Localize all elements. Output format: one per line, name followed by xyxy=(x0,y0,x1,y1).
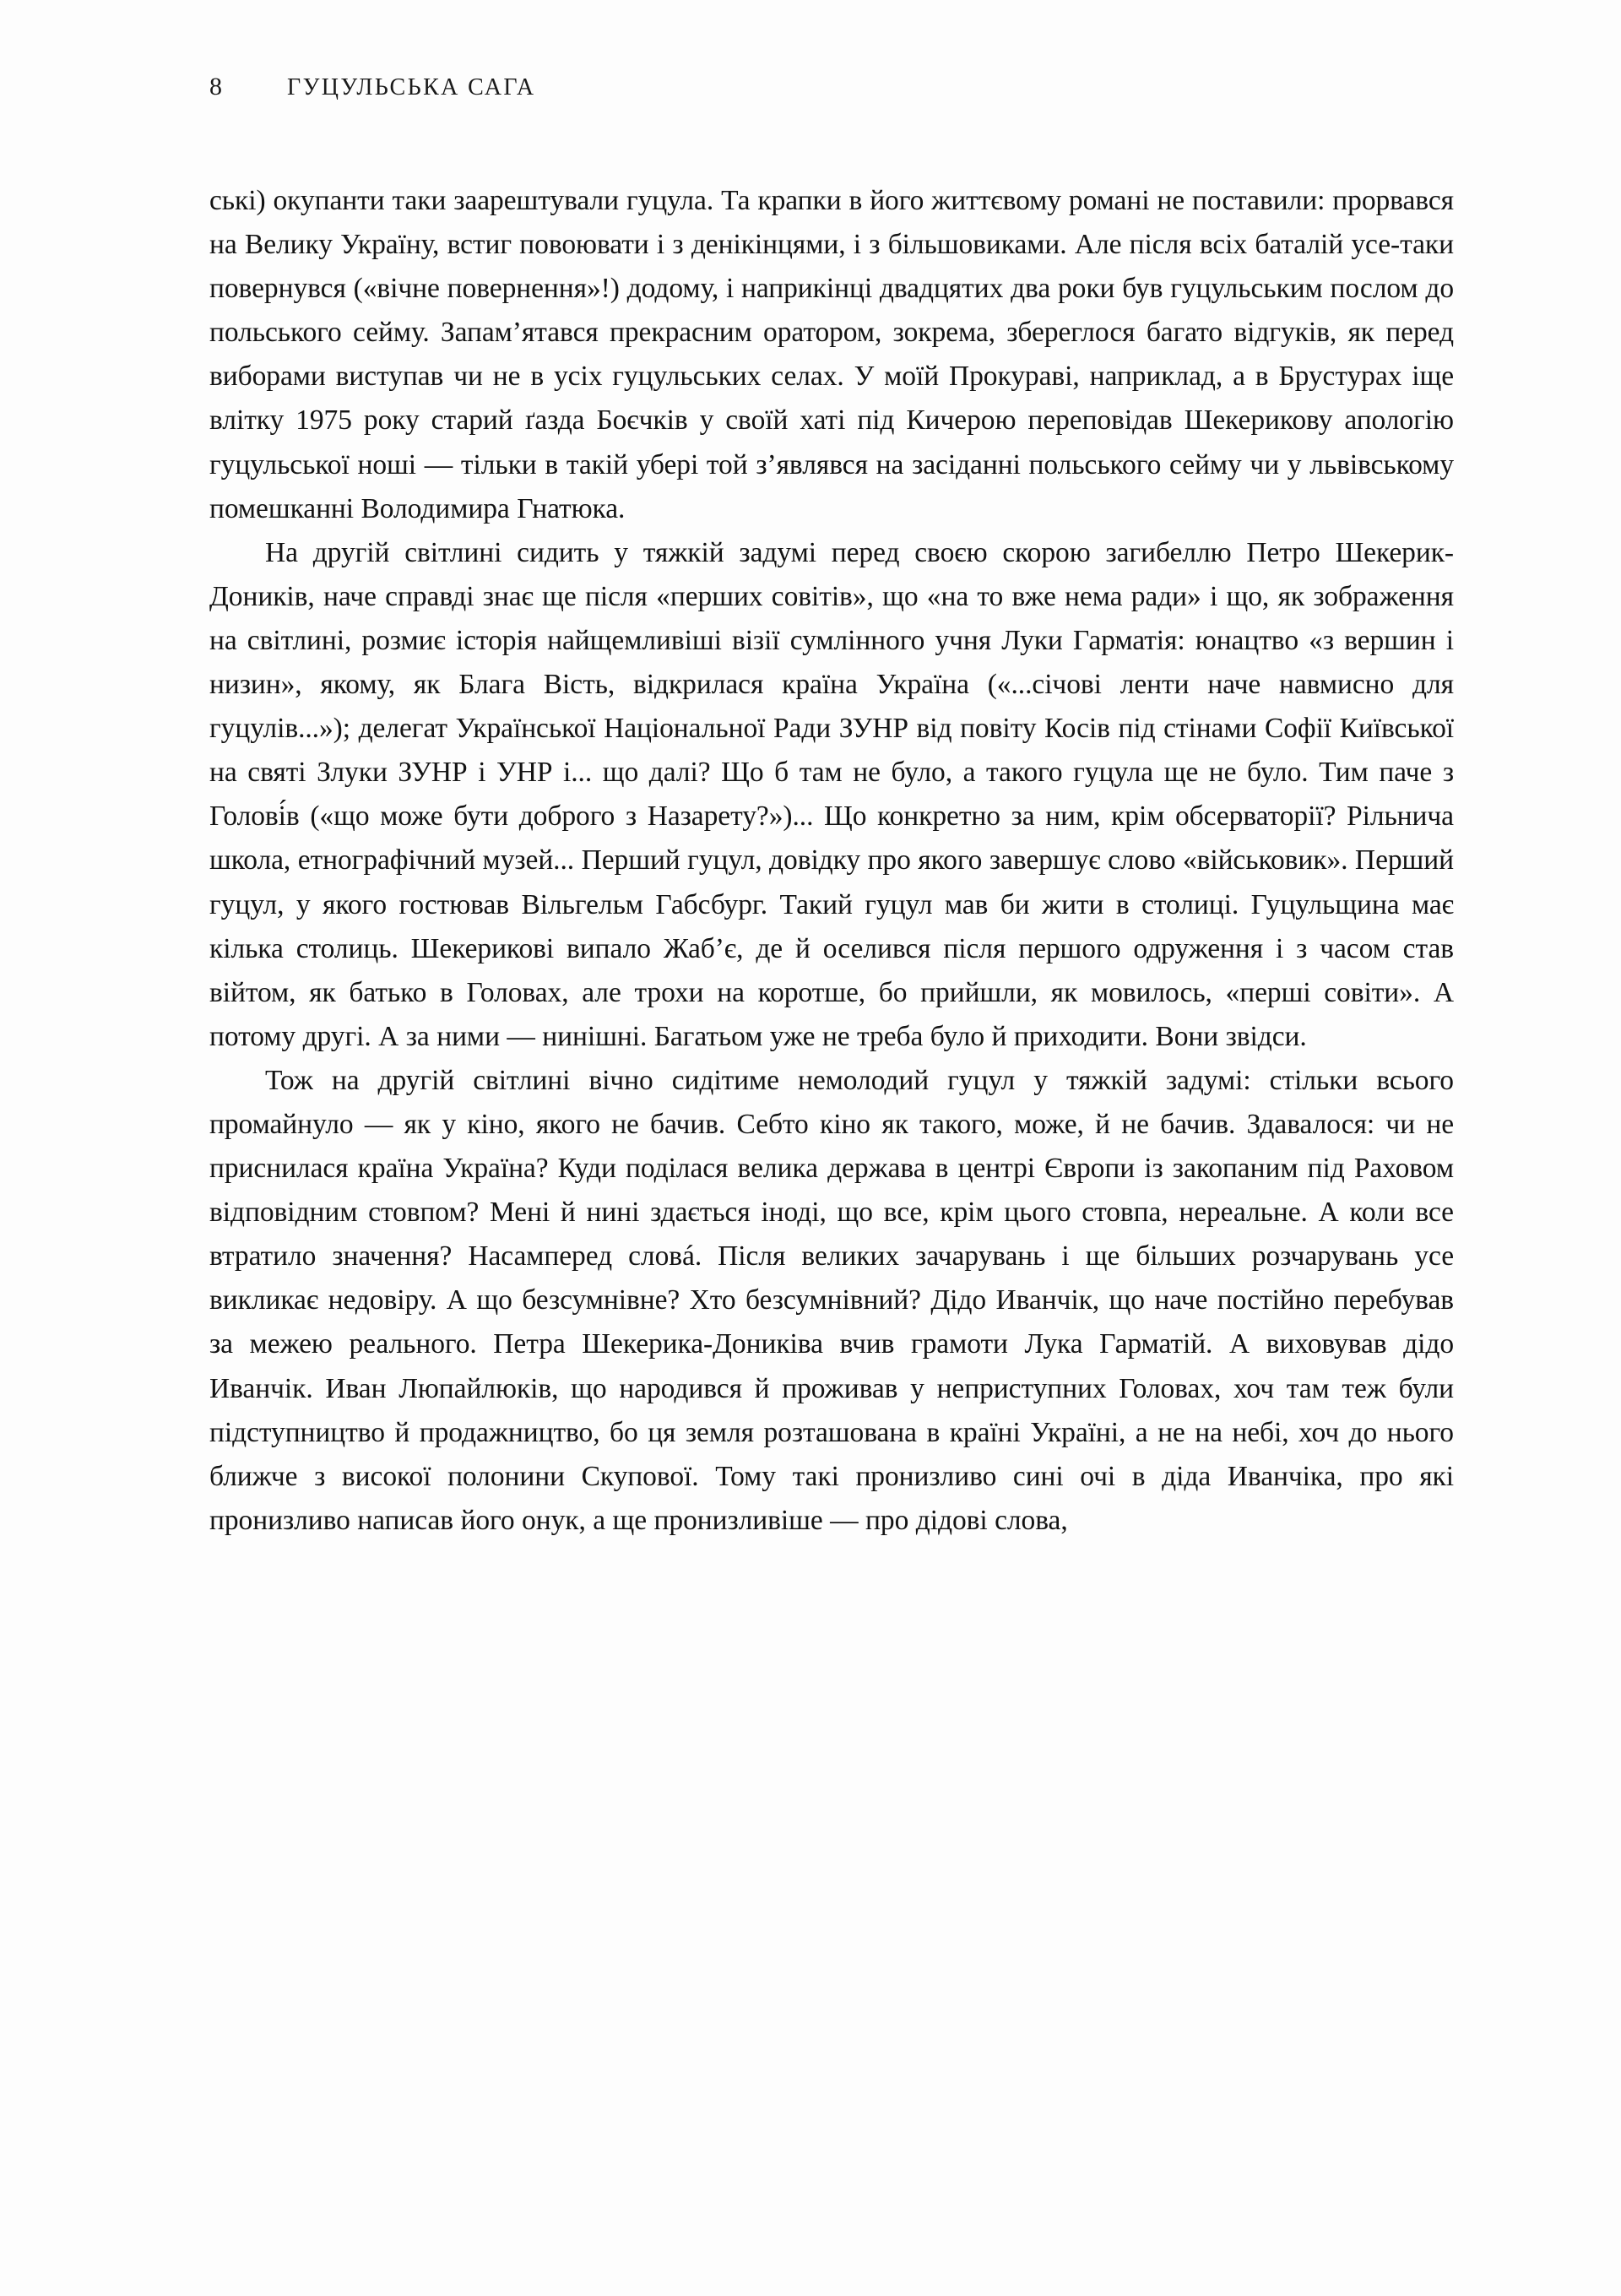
paragraph-continued: ські) окупанти таки заарештували гуцула. Та крапки в його життєвому романі не поставили: прорвався на Велику Україну, встиг повоювати і з денікінцями, і з більшовиками. Але після всіх баталій усе-таки повернувся («вічне повернення»!) додому, і наприкінці двадцятих два роки був гуцульським послом до польського сейму. Запам’ятався прекрасним оратором, зокрема, збереглося багато відгуків, як перед виборами виступав чи не в усіх гуцульських селах. У моїй Прокураві, наприклад, а в Брустурах іще влітку 1975 року старий ґазда Боєчків у своїй хаті під Кичерою переповідав Шекерикову апологію гуцульської ноші — тільки в такій убері той з’являвся на засіданні польського сейму чи у львівському помешканні Володимира Гнатюка. xyxy=(209,185,1454,524)
running-head xyxy=(209,74,1450,108)
page-number: 8 xyxy=(209,73,223,100)
running-head-title: ГУЦУЛЬСЬКА САГА xyxy=(287,74,536,100)
body-text-block xyxy=(209,179,1454,1543)
paragraph: На другій світлині сидить у тяжкій задумі перед своєю скорою загибеллю Петро Шекерик-Доників, наче справді знає ще після «перших совітів», що «на то вже нема ради» і що, як зображення на світлині, розмиє історія найщемливіші візії сумлінного учня Луки Гарматія: юнацтво «з вершин і низин», якому, як Блага Вість, відкрилася країна Україна («...січові ленти наче навмисно для гуцулів...»); делегат Української Національної Ради ЗУНР від повіту Косів під стінами Софії Київської на святі Злуки ЗУНР і УНР і... що далі? Що б там не було, а такого гуцула ще не було. Тим паче з Голові́в («що може бути доброго з Назарету?»)... Що конкретно за ним, крім обсерваторії? Рільнича школа, етнографічний музей... Перший гуцул, довідку про якого завершує слово «військовик». Перший гуцул, у якого гостював Вільгельм Габсбург. Такий гуцул мав би жити в столиці. Гуцульщина має кілька столиць. Шекерикові випало Жаб’є, де й оселився після першого одруження і з часом став війтом, як батько в Головах, але трохи на коротше, бо прийшли, як мовилось, «перші совіти». А потому другі. А за ними — нинішні. Багатьом уже не треба було й приходити. Вони звідси. xyxy=(209,536,1454,1052)
paragraph: Тож на другій світлині вічно сидітиме немолодий гуцул у тяжкій задумі: стільки всього промайнуло — як у кіно, якого не бачив. Себто кіно як такого, може, й не бачив. Здавалося: чи не приснилася країна Україна? Куди поділася велика держава в центрі Європи із закопаним під Раховом відповідним стовпом? Мені й нині здається іноді, що все, крім цього стовпа, нереальне. А коли все втратило значення? Насамперед словá. Після великих зачарувань і ще більших розчарувань усе викликає недовіру. А що безсумнівне? Хто безсумнівний? Дідо Иванчік, що наче постійно перебував за межею реального. Петра Шекерика-Дониківа вчив грамоти Лука Гарматій. А виховував дідо Иванчік. Иван Люпайлюків, що народився й проживав у неприступних Головах, хоч там теж були підступництво й продажництво, бо ця земля розташована в країні Україні, а не на небі, хоч до нього ближче з високої полонини Скупової. Тому такі пронизливо сині очі в діда Иванчіка, про які пронизливо написав його онук, а ще пронизливіше — про дідові слова, xyxy=(209,1064,1454,1536)
